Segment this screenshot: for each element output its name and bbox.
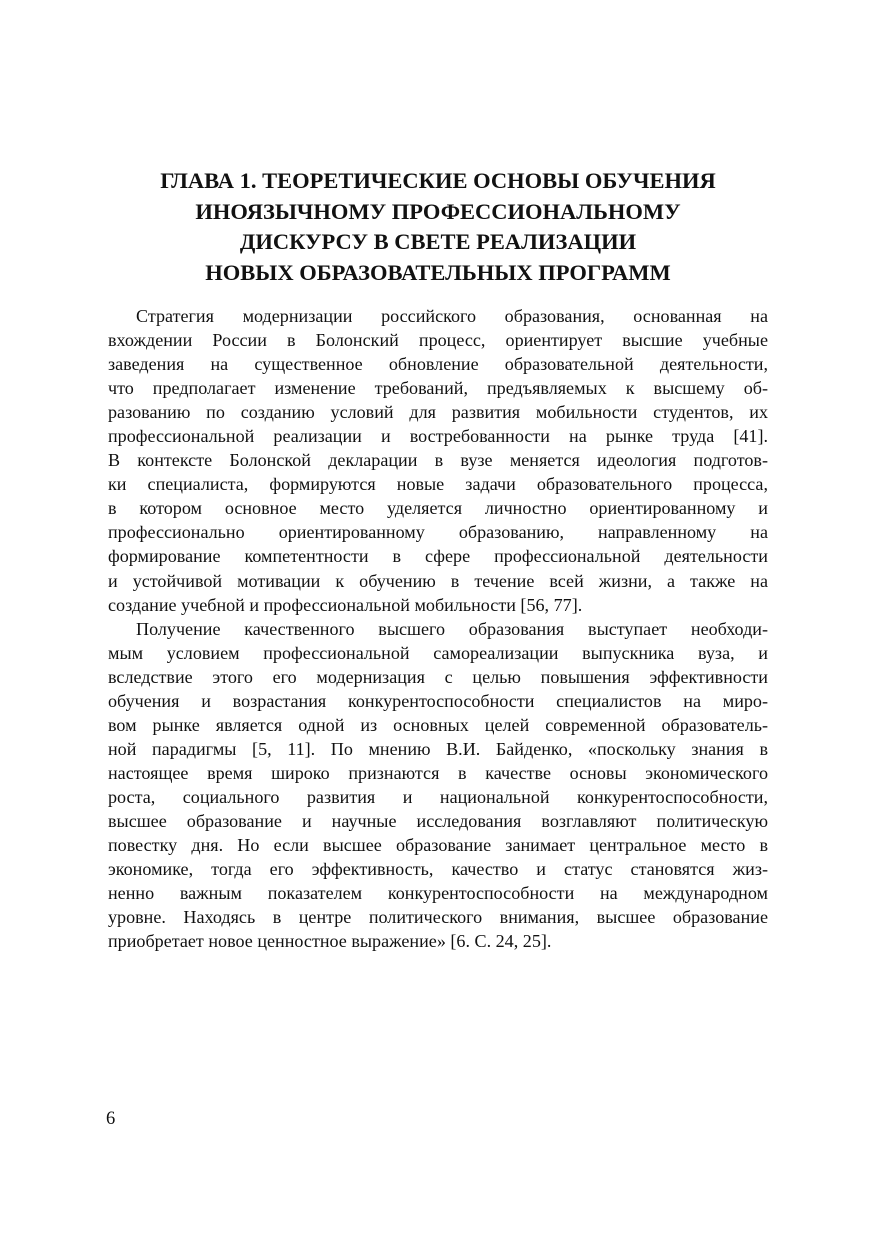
text-line: ки специалиста, формируются новые задачи образовательного процесса, xyxy=(108,474,768,495)
page-number: 6 xyxy=(106,1109,116,1129)
text-line: вхождении России в Болонский процесс, ориентирует высшие учебные xyxy=(108,330,768,351)
text-line: профессионально ориентированному образованию, направленному на xyxy=(108,522,768,543)
text-line: ной парадигмы [5, 11]. По мнению В.И. Байденко, «поскольку знания в xyxy=(108,738,768,759)
chapter-title-line: ИНОЯЗЫЧНОМУ ПРОФЕССИОНАЛЬНОМУ xyxy=(195,198,681,224)
text-line: экономике, тогда его эффективность, качество и статус становятся жиз- xyxy=(108,859,768,880)
chapter-title-line: ГЛАВА 1. ТЕОРЕТИЧЕСКИЕ ОСНОВЫ ОБУЧЕНИЯ xyxy=(160,168,716,193)
paragraph xyxy=(108,617,768,954)
text-line: заведения на существенное обновление образовательной деятельности, xyxy=(108,354,768,375)
body-text xyxy=(108,304,768,953)
text-line: В контексте Болонской декларации в вузе меняется идеология подготов- xyxy=(108,450,768,471)
text-line: уровне. Находясь в центре политического внимания, высшее образование xyxy=(108,907,768,928)
text-line: в котором основное место уделяется личностно ориентированному и xyxy=(108,498,768,519)
paragraph xyxy=(108,304,768,617)
chapter-title-line: НОВЫХ ОБРАЗОВАТЕЛЬНЫХ ПРОГРАММ xyxy=(205,259,671,285)
chapter-title xyxy=(108,166,768,288)
text-line: высшее образование и научные исследования возглавляют политическую xyxy=(108,810,768,831)
text-line: Получение качественного высшего образования выступает необходи- xyxy=(136,618,768,639)
text-line: повестку дня. Но если высшее образование занимает центральное место в xyxy=(108,835,768,856)
text-line: настоящее время широко признаются в качестве основы экономического xyxy=(108,762,768,783)
text-line: и устойчивой мотивации к обучению в течение всей жизни, а также на xyxy=(108,570,768,591)
text-line: разованию по созданию условий для развития мобильности студентов, их xyxy=(108,402,768,423)
text-line: что предполагает изменение требований, предъявляемых к высшему об- xyxy=(108,378,768,399)
text-line: мым условием профессиональной самореализации выпускника вуза, и xyxy=(108,642,768,663)
text-line: профессиональной реализации и востребованности на рынке труда [41]. xyxy=(108,426,768,447)
text-line: приобретает новое ценностное выражение» [6. С. 24, 25]. xyxy=(108,931,552,952)
text-line: формирование компетентности в сфере профессиональной деятельности xyxy=(108,546,768,567)
text-line: обучения и возрастания конкурентоспособности специалистов на миро- xyxy=(108,690,768,711)
text-line: создание учебной и профессиональной мобильности [56, 77]. xyxy=(108,594,583,615)
text-line: вследствие этого его модернизация с целью повышения эффективности xyxy=(108,666,768,687)
text-line: ненно важным показателем конкурентоспособности на международном xyxy=(108,883,768,904)
text-line: роста, социального развития и национальной конкурентоспособности, xyxy=(108,786,768,807)
text-line: Стратегия модернизации российского образования, основанная на xyxy=(136,306,768,326)
text-line: вом рынке является одной из основных целей современной образователь- xyxy=(108,714,768,735)
chapter-title-line: ДИСКУРСУ В СВЕТЕ РЕАЛИЗАЦИИ xyxy=(239,229,637,254)
